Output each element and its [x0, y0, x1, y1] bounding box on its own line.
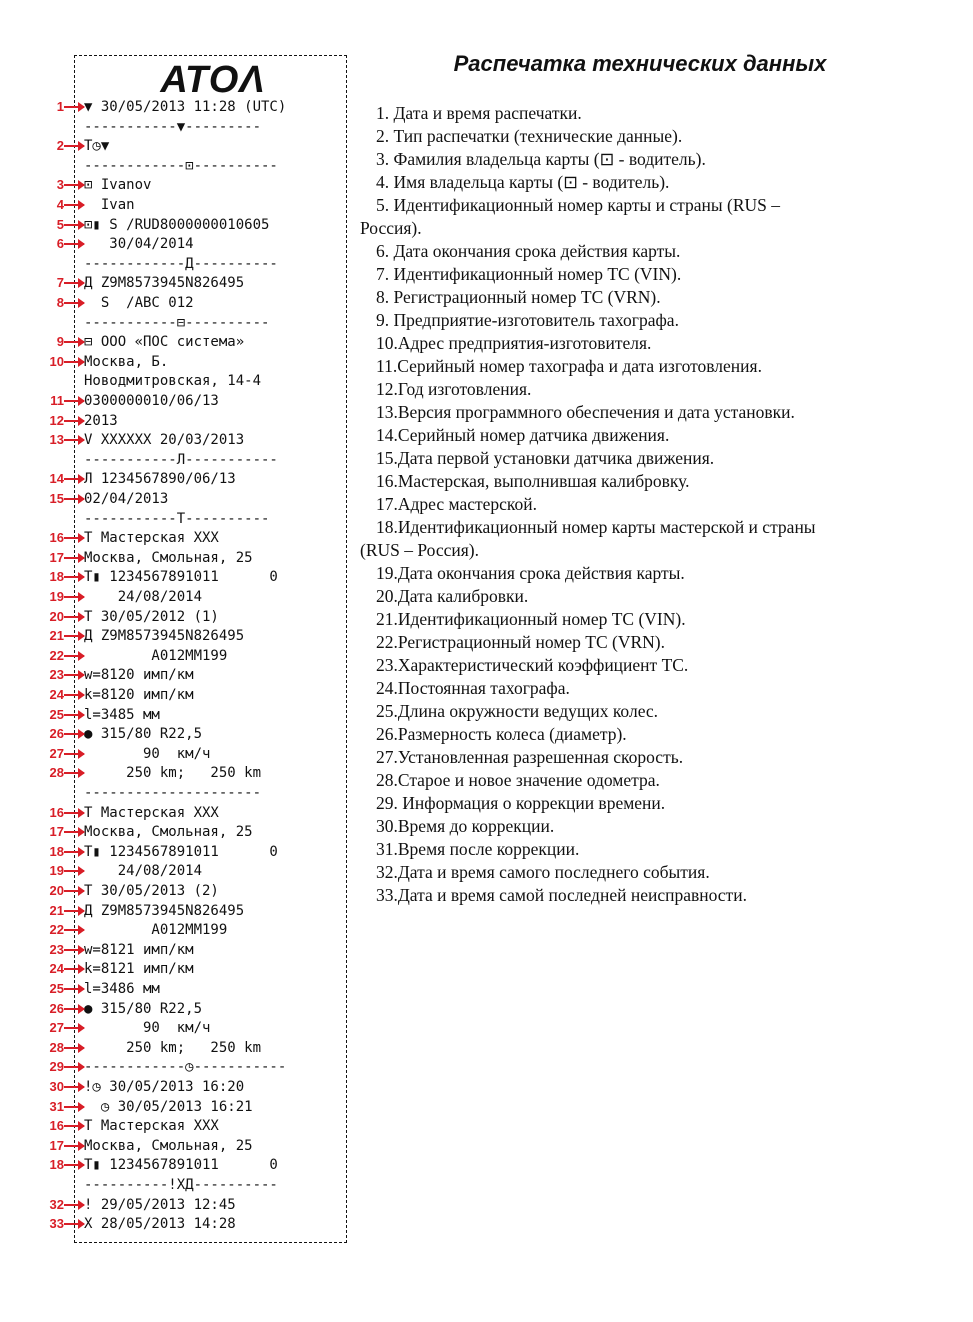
annotation-arrow-icon [64, 831, 84, 833]
legend-item: 2. Тип распечатки (технические данные). [376, 126, 683, 146]
legend-item: 7. Идентификационный номер ТС (VIN). [376, 264, 682, 284]
annotation-number: 2 [56, 138, 64, 154]
printout-line-text: T▮ 1234567891011 0 [84, 843, 278, 860]
legend-item: 32.Дата и время самого последнего события. [376, 862, 710, 882]
printout-line-text: -----------⊟---------- [84, 314, 270, 331]
legend-item: Россия). [360, 218, 422, 238]
annotation-number: 9 [56, 334, 64, 350]
annotation-number: 19 [49, 589, 64, 604]
annotation-arrow-icon [64, 1164, 84, 1166]
annotation-arrow-icon [64, 341, 84, 343]
printout-line-text: X 28/05/2013 14:28 [84, 1216, 236, 1233]
legend-item: 13.Версия программного обеспечения и дата установки. [376, 402, 795, 422]
printout-line-text: ◷ 30/05/2013 16:21 [84, 1098, 253, 1115]
legend-item: 27.Установленная разрешенная скорость. [376, 747, 684, 767]
annotation-number: 26 [49, 726, 64, 742]
annotation-number: 25 [49, 706, 64, 722]
annotation-arrow-icon [64, 851, 84, 853]
legend-item: 3. Фамилия владельца карты (⊡ - водитель). [376, 149, 706, 169]
annotation-arrow-icon [64, 968, 84, 970]
printout-line-text: 0300000010/06/13 [84, 393, 219, 409]
printout-line-text: Д Z9M8573945N826495 [84, 275, 245, 292]
legend-item: 24.Постоянная тахографа. [376, 678, 570, 698]
annotation-arrow-icon [64, 988, 84, 990]
printout-line-text: ● 315/80 R22,5 [84, 726, 203, 743]
printout-line-text: Ivan [84, 197, 135, 213]
legend-item: 19.Дата окончания срока действия карты. [376, 563, 685, 583]
printout-line-text: S /ABC 012 [84, 295, 194, 311]
annotation-number: 18 [49, 1157, 64, 1173]
annotation-number: 28 [49, 1039, 64, 1055]
annotation-number: 21 [49, 902, 64, 918]
annotation-number: 31 [49, 1098, 64, 1114]
printout-line-text: ------------⊡---------- [84, 157, 278, 174]
annotation-arrow-icon [64, 498, 84, 500]
annotation-arrow-icon [64, 282, 84, 284]
legend-item: 5. Идентификационный номер карты и страны (RUS – [376, 195, 781, 215]
legend-item: 14.Серийный номер датчика движения. [376, 425, 670, 445]
legend-item: 15.Дата первой установки датчика движения. [376, 448, 715, 468]
annotation-number: 14 [49, 471, 64, 487]
printout-line-text: 24/08/2014 [84, 589, 203, 605]
annotation-arrow-icon [64, 694, 84, 696]
printout-line-text: l=3486 мм [84, 981, 160, 997]
annotation-arrow-icon [64, 910, 84, 912]
legend-item: 30.Время до коррекции. [376, 816, 555, 836]
annotation-number: 20 [49, 883, 64, 898]
annotation-arrow-icon [64, 361, 84, 363]
annotation-number: 24 [49, 687, 64, 702]
annotation-number: 26 [49, 1000, 64, 1016]
annotation-number: 12 [49, 412, 64, 428]
printout-line-text: ------------Д---------- [84, 255, 278, 272]
printout-line-text: -----------Л----------- [84, 451, 278, 468]
printout-line-text: Д Z9M8573945N826495 [84, 628, 245, 645]
printout-line-text: Новодмитровская, 14-4 [84, 373, 262, 390]
printout-line-text: k=8120 имп/км [84, 687, 194, 703]
annotation-arrow-icon [64, 1125, 84, 1127]
annotation-arrow-icon [64, 1027, 84, 1029]
annotation-arrow-icon [64, 674, 84, 676]
annotation-arrow-icon [64, 733, 84, 735]
annotation-arrow-icon [64, 1066, 84, 1068]
printout-line-text: 02/04/2013 [84, 491, 169, 507]
annotation-arrow-icon [64, 1008, 84, 1010]
printout-line-text: T Мастерская XXX [84, 530, 219, 547]
annotation-number: 17 [49, 1137, 64, 1153]
printout-line-text: T▮ 1234567891011 0 [84, 1157, 278, 1174]
annotation-number: 28 [49, 765, 64, 781]
annotation-arrow-icon [64, 772, 84, 774]
legend-item: 1. Дата и время распечатки. [376, 103, 582, 123]
legend-item: 33.Дата и время самой последней неисправности. [376, 885, 747, 905]
printout-line-text: T◷▼ [84, 138, 110, 155]
legend-item: 25.Длина окружности ведущих колес. [376, 701, 659, 721]
annotation-arrow-icon [64, 184, 84, 186]
printout-line-text: T▮ 1234567891011 0 [84, 569, 278, 586]
printout-line-text: 24/08/2014 [84, 863, 203, 880]
annotation-arrow-icon [64, 224, 84, 226]
annotation-number: 3 [56, 177, 64, 193]
printout-line-text: Д Z9M8573945N826495 [84, 902, 245, 919]
printout-line-text: ⊡▮ S /RUD8000000010605 [84, 216, 270, 233]
annotation-arrow-icon [64, 870, 84, 872]
legend-item: 4. Имя владельца карты (⊡ - водитель). [376, 172, 670, 192]
printout-line-text: A012MM199 [84, 922, 228, 939]
aton-logo: АТОΛ [160, 59, 266, 101]
printout-line-text: Л 1234567890/06/13 [84, 471, 236, 488]
printout-line-text: ⊡ Ivanov [84, 177, 152, 194]
printout-line-text: T Мастерская XXX [84, 1118, 219, 1135]
annotation-arrow-icon [64, 576, 84, 578]
printout-line-text: T 30/05/2012 (1) [84, 608, 219, 625]
annotation-arrow-icon [64, 243, 84, 245]
annotation-number: 17 [49, 549, 64, 565]
annotation-arrow-icon [64, 145, 84, 147]
annotation-number: 33 [49, 1216, 64, 1232]
annotation-arrow-icon [64, 890, 84, 892]
legend-item: (RUS – Россия). [360, 540, 480, 560]
annotation-number: 21 [49, 628, 64, 644]
annotation-arrow-icon [64, 1204, 84, 1206]
page-title: Распечатка технических данных [453, 51, 827, 76]
legend-item: 23.Характеристический коэффициент ТС. [376, 655, 689, 675]
annotation-number: 16 [49, 530, 64, 546]
annotation-arrow-icon [64, 1223, 84, 1225]
annotation-number: 27 [49, 745, 64, 761]
printout-line-text: Москва, Б. [84, 353, 169, 370]
legend-item: 28.Старое и новое значение одометра. [376, 770, 660, 790]
annotation-arrow-icon [64, 106, 84, 108]
annotation-number: 15 [49, 491, 64, 506]
legend-list [360, 102, 920, 907]
annotation-number: 23 [49, 941, 64, 957]
printout-line-text: 250 km; 250 km [84, 1039, 262, 1056]
printout-line-text: ------------◷----------- [84, 1059, 287, 1076]
annotation-number: 32 [49, 1196, 64, 1212]
annotation-number: 5 [56, 216, 64, 232]
printout-line-text: -----------T---------- [84, 510, 270, 527]
printout-line-text: Москва, Смольная, 25 [84, 824, 253, 841]
annotation-number: 1 [56, 99, 64, 114]
annotation-number: 20 [49, 608, 64, 624]
annotation-arrow-icon [64, 655, 84, 657]
annotation-arrow-icon [64, 714, 84, 716]
legend-item: 11.Серийный номер тахографа и дата изготовления. [376, 356, 762, 376]
printout-line-text: ● 315/80 R22,5 [84, 1000, 203, 1017]
annotation-arrow-icon [64, 478, 84, 480]
annotation-arrow-icon [64, 1145, 84, 1147]
annotation-number: 10 [49, 353, 64, 369]
printout-line-text: V XXXXXX 20/03/2013 [84, 432, 245, 449]
printout-line-text: ! 29/05/2013 12:45 [84, 1196, 236, 1213]
printout-line-text: A012MM199 [84, 647, 228, 664]
legend-item: 9. Предприятие-изготовитель тахографа. [376, 310, 679, 330]
annotation-arrow-icon [64, 1047, 84, 1049]
printout-line-text: !◷ 30/05/2013 16:20 [84, 1079, 245, 1095]
printout-line-text: k=8121 имп/км [84, 961, 194, 978]
annotation-number: 18 [49, 569, 64, 585]
annotation-number: 18 [49, 843, 64, 859]
printout-line-text: -----------▼--------- [84, 118, 262, 135]
legend-item: 29. Информация о коррекции времени. [376, 793, 666, 813]
legend-item: 21.Идентификационный номер ТС (VIN). [376, 609, 686, 629]
legend-item: 6. Дата окончания срока действия карты. [376, 241, 681, 261]
printout-line-text: w=8120 имп/км [84, 667, 194, 684]
printout-line-text: ▼ 30/05/2013 11:28 (UTC) [84, 99, 287, 115]
legend-item: 22.Регистрационный номер ТС (VRN). [376, 632, 666, 652]
annotation-number: 13 [49, 432, 64, 448]
annotation-number: 25 [49, 981, 64, 996]
annotation-arrow-icon [64, 400, 84, 402]
printout-line-text: 2013 [84, 412, 118, 429]
annotation-arrow-icon [64, 596, 84, 598]
printout-line-text: T 30/05/2013 (2) [84, 883, 219, 899]
annotation-number: 22 [49, 647, 64, 663]
annotation-arrow-icon [64, 635, 84, 637]
annotation-number: 24 [49, 961, 64, 977]
annotation-number: 8 [56, 295, 64, 310]
annotation-arrow-icon [64, 753, 84, 755]
printout-line-text: Москва, Смольная, 25 [84, 1137, 253, 1154]
annotation-number: 19 [49, 863, 64, 879]
annotation-arrow-icon [64, 812, 84, 814]
printout-line-text: T Мастерская XXX [84, 804, 219, 821]
annotation-arrow-icon [64, 616, 84, 618]
annotation-arrow-icon [64, 302, 84, 304]
printout-line-text: 90 км/ч [84, 745, 211, 762]
annotation-number: 17 [49, 824, 64, 840]
printout-line-text: --------------------- [84, 785, 262, 801]
annotation-arrow-icon [64, 420, 84, 422]
legend-item: 18.Идентификационный номер карты мастерской и страны [376, 517, 816, 537]
annotation-arrow-icon [64, 439, 84, 441]
annotation-number: 30 [49, 1079, 64, 1094]
annotation-number: 16 [49, 1118, 64, 1134]
printout-line-text: w=8121 имп/км [84, 941, 194, 958]
annotation-arrow-icon [64, 1086, 84, 1088]
annotation-number: 27 [49, 1020, 64, 1036]
annotation-number: 6 [56, 236, 64, 252]
printout-line-text: 30/04/2014 [84, 236, 194, 253]
annotation-arrow-icon [64, 949, 84, 951]
annotation-number: 22 [49, 922, 64, 938]
legend-item: 10.Адрес предприятия-изготовителя. [376, 333, 652, 353]
printout-line-text: ----------!XД---------- [84, 1177, 278, 1193]
annotation-number: 4 [56, 197, 64, 212]
annotation-number: 29 [49, 1059, 64, 1075]
legend-item: 8. Регистрационный номер ТС (VRN). [376, 287, 661, 307]
annotation-number: 7 [56, 275, 64, 291]
annotation-arrow-icon [64, 537, 84, 539]
annotation-arrow-icon [64, 557, 84, 559]
legend-item: 17.Адрес мастерской. [376, 494, 538, 514]
printout-line-text: 250 km; 250 km [84, 765, 262, 782]
printout-line-text: Москва, Смольная, 25 [84, 549, 253, 566]
printout-line-text: 90 км/ч [84, 1020, 211, 1037]
legend-item: 31.Время после коррекции. [376, 839, 580, 859]
annotation-arrow-icon [64, 1106, 84, 1108]
annotation-number: 16 [49, 804, 64, 820]
legend-item: 12.Год изготовления. [376, 379, 532, 399]
legend-item: 20.Дата калибровки. [376, 586, 529, 606]
printout-line-text: ⊟ ООО «ПОС система» [84, 334, 245, 351]
annotation-arrow-icon [64, 929, 84, 931]
annotation-number: 23 [49, 667, 64, 683]
annotation-arrow-icon [64, 204, 84, 206]
annotation-number: 11 [50, 393, 64, 408]
legend-item: 26.Размерность колеса (диаметр). [376, 724, 627, 744]
printout-line-text: l=3485 мм [84, 706, 160, 723]
legend-item: 16.Мастерская, выполнившая калибровку. [376, 471, 690, 491]
